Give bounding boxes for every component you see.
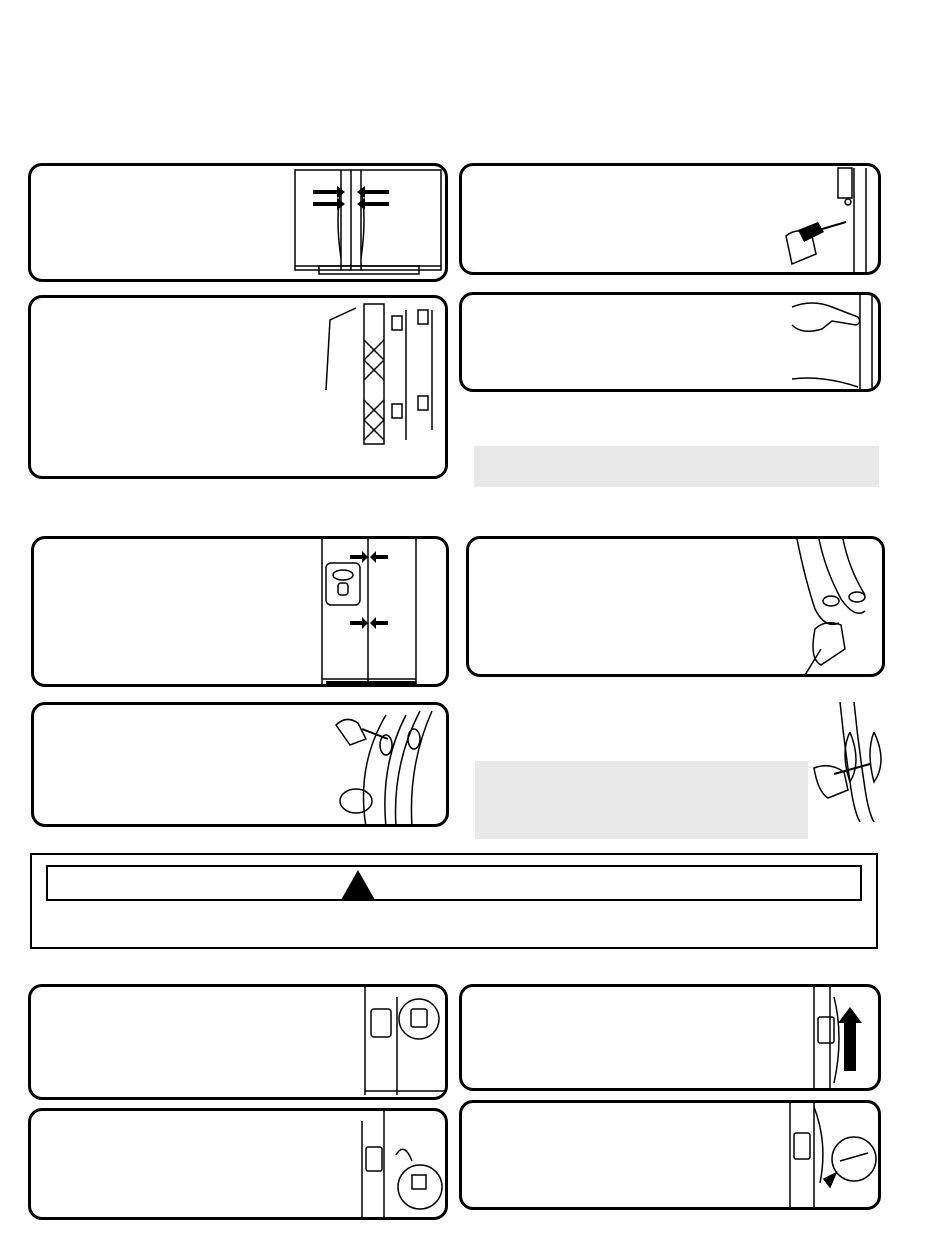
door-hinge-bracket-icon <box>316 300 446 450</box>
handle-screw-illustration <box>810 702 890 822</box>
dispenser-zoom-icon <box>361 987 448 1099</box>
hand-door-icon <box>782 295 881 391</box>
step-panel-6 <box>31 702 449 827</box>
handle-slide-up-icon <box>810 987 880 1091</box>
step-panel-5 <box>31 536 449 687</box>
note-box-2 <box>475 761 808 839</box>
step-panel-8 <box>28 984 448 1100</box>
step-panel-2 <box>28 295 448 479</box>
handle-removal-icon <box>785 539 885 675</box>
dispenser-screw-zoom-icon <box>356 1111 446 1219</box>
note-box-1 <box>474 446 879 487</box>
refrigerator-door-arrows-icon <box>289 168 444 281</box>
step-panel-1 <box>28 163 448 282</box>
step-panel-9 <box>28 1108 448 1220</box>
step-panel-3 <box>459 163 881 275</box>
handle-screw-zoom-icon <box>784 1103 880 1209</box>
warning-triangle-icon <box>340 869 376 901</box>
warning-header-bar <box>46 865 862 901</box>
step-panel-11 <box>459 1100 881 1210</box>
screwdriver-handle-icon <box>326 705 446 827</box>
step-panel-10 <box>459 984 881 1091</box>
step-panel-7 <box>466 536 885 677</box>
dispenser-door-arrows-icon <box>316 539 446 687</box>
screwdriver-hinge-icon <box>772 166 881 274</box>
warning-box <box>30 853 878 949</box>
step-panel-4 <box>459 292 881 392</box>
